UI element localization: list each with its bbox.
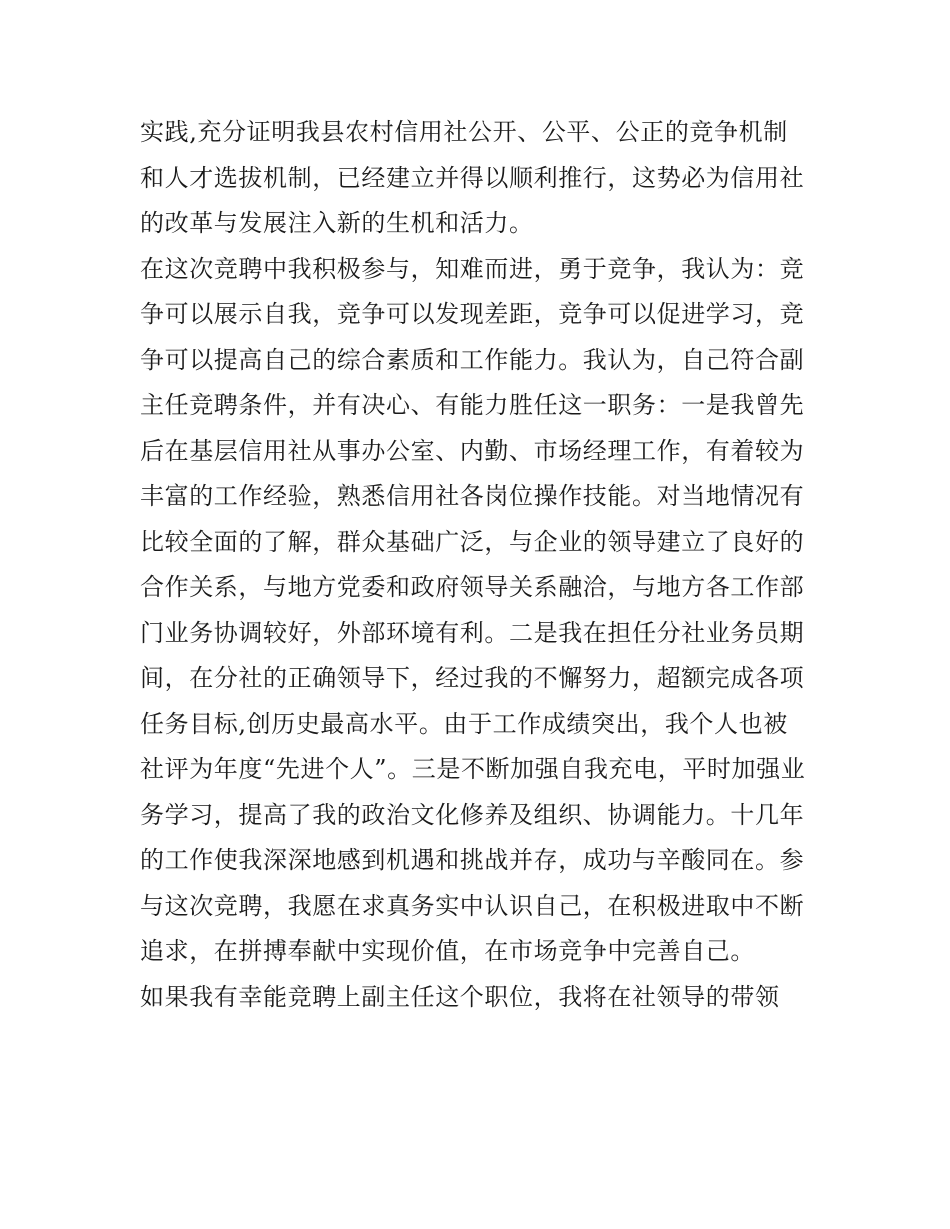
text-line: 在这次竞聘中我积极参与，知难而进，勇于竞争，我认为：竞 <box>140 254 805 283</box>
text-line: 和人才选拔机制，已经建立并得以顺利推行，这势必为信用社 <box>140 163 805 192</box>
text-line: 争可以提高自己的综合素质和工作能力。我认为，自己符合副 <box>140 345 805 374</box>
text-line: 门业务协调较好，外部环境有利。二是我在担任分社业务员期 <box>140 618 805 647</box>
body-text <box>140 110 820 1020</box>
text-line: 务学习，提高了我的政治文化修养及组织、协调能力。十几年 <box>140 800 805 829</box>
text-line: 如果我有幸能竞聘上副主任这个职位，我将在社领导的带领 <box>140 982 780 1011</box>
text-line: 实践,充分证明我县农村信用社公开、公平、公正的竞争机制 <box>140 118 788 146</box>
text-line: 比较全面的了解，群众基础广泛，与企业的领导建立了良好的 <box>140 527 805 556</box>
text-line: 的改革与发展注入新的生机和活力。 <box>140 209 534 237</box>
text-line: 主任竞聘条件，并有决心、有能力胜任这一职务：一是我曾先 <box>140 391 805 419</box>
text-line: 任务目标,创历史最高水平。由于工作成绩突出，我个人也被 <box>140 709 788 738</box>
text-line: 追求，在拼搏奉献中实现价值，在市场竞争中完善自己。 <box>140 937 755 965</box>
text-line: 与这次竞聘，我愿在求真务实中认识自己，在积极进取中不断 <box>140 891 805 920</box>
text-line: 争可以展示自我，竞争可以发现差距，竞争可以促进学习，竞 <box>140 300 805 328</box>
text-line: 社评为年度“先进个人”。三是不断加强自我充电，平时加强业 <box>140 755 806 783</box>
text-line: 合作关系，与地方党委和政府领导关系融洽，与地方各工作部 <box>140 573 805 601</box>
text-line: 丰富的工作经验，熟悉信用社各岗位操作技能。对当地情况有 <box>140 482 805 510</box>
text-line: 的工作使我深深地感到机遇和挑战并存，成功与辛酸同在。参 <box>140 846 805 874</box>
text-line: 后在基层信用社从事办公室、内勤、市场经理工作，有着较为 <box>140 436 805 465</box>
text-line: 间，在分社的正确领导下，经过我的不懈努力，超额完成各项 <box>140 664 805 692</box>
